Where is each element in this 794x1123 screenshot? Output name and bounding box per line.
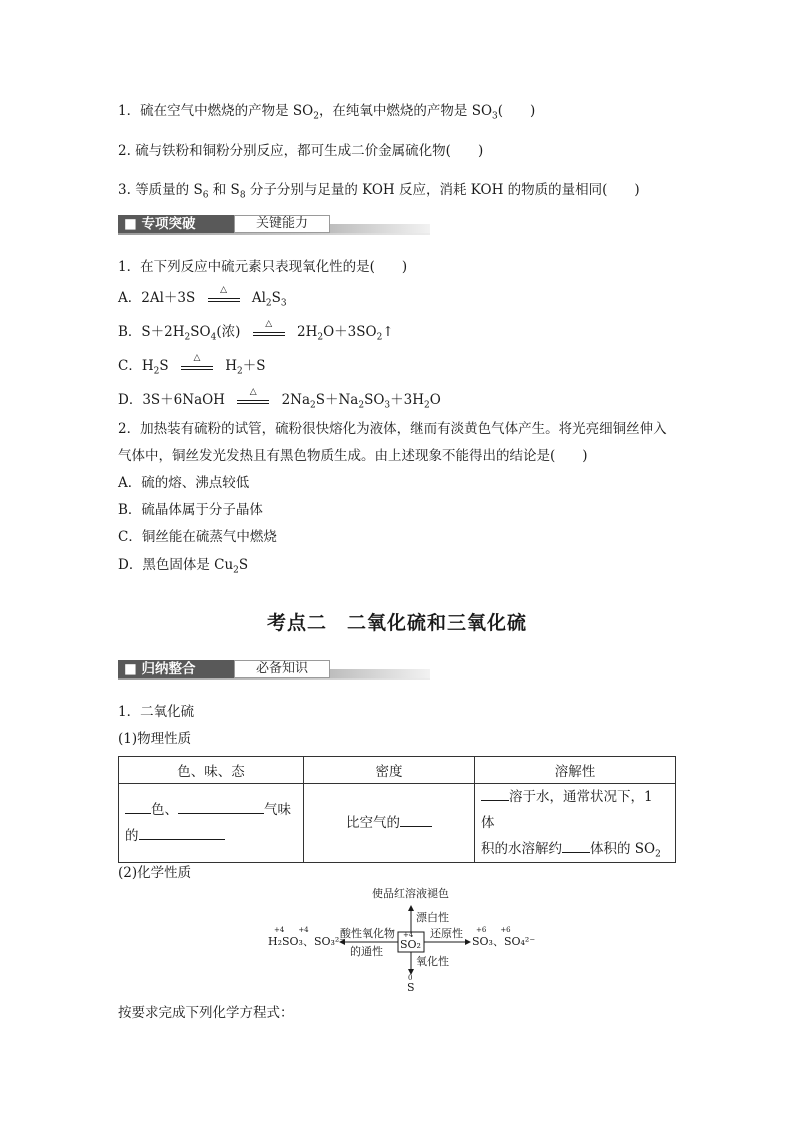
judge-q3: 3. 等质量的 $S_6$ 和 $S_8$ 分子分别与足量的 KOH 反应，消耗 KOH 的物质的量相同( ) — [118, 182, 640, 201]
section-bar-special — [118, 213, 430, 235]
chemical-properties-title: (2)化学性质 — [118, 865, 192, 881]
diagram-acid-label-2: 的通性 — [350, 945, 383, 958]
fill-blank[interactable] — [178, 799, 264, 814]
diagram-bottom-ox: 0 — [408, 974, 413, 982]
header-color-odor-state: 色、味、态 — [119, 757, 304, 784]
table-row — [119, 784, 676, 863]
judge-q2: 2. 硫与铁粉和铜粉分别反应，都可生成二价金属硫化物( ) — [118, 143, 484, 159]
section-decoration — [330, 224, 430, 233]
problem1-option-c: C．$H_2S$ △ $H_2+S$ — [118, 353, 266, 377]
diagram-left-species: H₂SO₃、SO₃²⁻ — [268, 935, 346, 948]
problem2-option-b: B．硫晶体属于分子晶体 — [118, 502, 263, 518]
diagram-acid-label-1: 酸性氧化物 — [340, 927, 395, 940]
problem1-option-b: B．$S+2H_2SO_4$(浓) △ $2H_2O+3SO_2↑$ — [118, 319, 394, 343]
problem1-stem: 1．在下列反应中硫元素只表现氧化性的是( ) — [118, 259, 408, 275]
diagram-bleach-label: 漂白性 — [416, 911, 449, 924]
diagram-oxidize-label: 氧化性 — [416, 955, 449, 968]
heat-equals-sign: △ — [233, 391, 273, 409]
problem2-option-d: D．黑色固体是 $Cu_2S$ — [118, 557, 249, 576]
cell-color-odor-state: 色、 气味 的 — [119, 784, 304, 863]
section-underline — [118, 233, 430, 235]
physical-properties-table — [118, 756, 676, 863]
section-bar-summary — [118, 658, 430, 680]
fill-blank[interactable] — [562, 838, 590, 853]
section-title: ■ 归纳整合 — [118, 660, 234, 678]
section-subtitle: 关键能力 — [234, 215, 330, 233]
fill-blank[interactable] — [481, 786, 509, 801]
judge-q1: 1．硫在空气中燃烧的产物是 $SO_2$，在纯氧中燃烧的产物是 $SO_3$( ) — [118, 103, 536, 122]
fill-blank[interactable] — [125, 799, 151, 814]
problem1-option-d: D．3S＋6NaOH △ $2Na_2S+Na_2SO_3+3H_2O$ — [118, 387, 441, 411]
table-header-row — [119, 757, 676, 784]
diagram-left-ox: +4 +4 — [274, 926, 309, 934]
so2-title: 1．二氧化硫 — [118, 704, 195, 720]
instruction-text: 按要求完成下列化学方程式： — [118, 1005, 294, 1021]
heat-equals-sign: △ — [249, 323, 289, 341]
heat-equals-sign: △ — [177, 357, 217, 375]
problem1-option-a: A．2Al＋3S △ $Al_2S_3$ — [118, 285, 287, 309]
section-decoration — [330, 669, 430, 678]
diagram-right-ox: +6 +6 — [476, 926, 511, 934]
section-title: ■ 专项突破 — [118, 215, 234, 233]
diagram-top-label: 使品红溶液褪色 — [372, 887, 449, 900]
fill-blank[interactable] — [139, 825, 225, 840]
problem2-option-c: C．铜丝能在硫蒸气中燃烧 — [118, 529, 277, 545]
header-density: 密度 — [304, 757, 475, 784]
diagram-reduce-label: 还原性 — [430, 927, 463, 940]
cell-solubility: 溶于水，通常状况下，1 体 积的水溶解约 体积的 $SO_2$ — [475, 784, 676, 863]
diagram-center-species: SO₂ — [400, 938, 421, 951]
fill-blank[interactable] — [400, 812, 432, 827]
header-solubility: 溶解性 — [475, 757, 676, 784]
problem2-option-a: A．硫的熔、沸点较低 — [118, 475, 250, 491]
cell-density: 比空气的 — [304, 784, 475, 863]
physical-properties-title: (1)物理性质 — [118, 731, 192, 747]
section-subtitle: 必备知识 — [234, 660, 330, 678]
so2-property-diagram — [260, 888, 540, 996]
section-underline — [118, 678, 430, 680]
diagram-right-species: SO₃、SO₄²⁻ — [472, 935, 536, 948]
problem2-stem-line2: 气体中，铜丝发光发热且有黑色物质生成。由上述现象不能得出的结论是( ) — [118, 448, 588, 464]
diagram-center-ox: +4 — [403, 931, 414, 939]
heat-equals-sign: △ — [204, 289, 244, 307]
diagram-bottom-species: S — [407, 981, 415, 994]
page-heading: 考点二 二氧化硫和三氧化硫 — [266, 612, 527, 634]
problem2-stem-line1: 2．加热装有硫粉的试管，硫粉很快熔化为液体，继而有淡黄色气体产生。将光亮细铜丝伸入 — [118, 421, 667, 437]
